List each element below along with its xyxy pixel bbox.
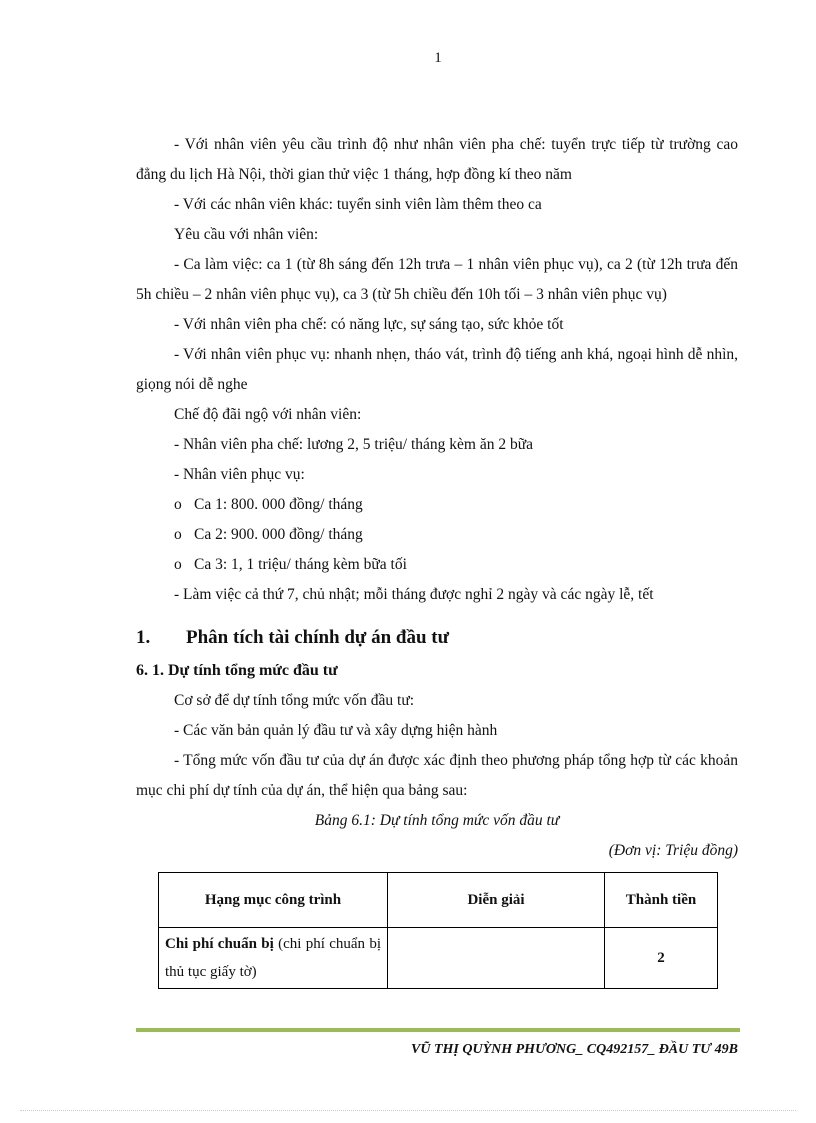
basis-item-method: - Tổng mức vốn đầu tư của dự án được xác định theo phương pháp tổng hợp từ các khoản mục chi phí dự tính của dự án, thể hiện qua bảng sau: [136, 752, 738, 799]
column-header-amount: Thành tiền [605, 873, 718, 928]
page-edge-divider [20, 1110, 796, 1111]
investment-table [158, 872, 718, 989]
footer-rule [136, 1028, 740, 1032]
section-number: 1. [136, 627, 151, 648]
column-header-description: Diễn giải [388, 873, 605, 928]
paragraph-recruit-barista: - Với nhân viên yêu cầu trình độ như nhân viên pha chế: tuyển trực tiếp từ trường cao đẳng du lịch Hà Nội, thời gian thử việc 1 tháng, hợp đồng kí theo năm [136, 136, 738, 183]
section-title: Phân tích tài chính dự án đầu tư [186, 627, 450, 648]
cell-description [388, 928, 605, 989]
section-heading [136, 622, 738, 654]
column-header-item: Hạng mục công trình [159, 873, 388, 928]
list-item: o Ca 3: 1, 1 triệu/ tháng kèm bữa tối [174, 556, 407, 573]
table-row [159, 928, 718, 989]
table-header-row [159, 873, 718, 928]
page-number: 1 [434, 50, 442, 66]
cell-item: Chi phí chuẩn bị (chi phí chuẩn bị thủ tục giấy tờ) [159, 928, 388, 989]
paragraph-barista-salary: - Nhân viên pha chế: lương 2, 5 triệu/ tháng kèm ăn 2 bữa [174, 436, 534, 453]
paragraph-work-days: - Làm việc cả thứ 7, chủ nhật; mỗi tháng được nghỉ 2 ngày và các ngày lễ, tết [174, 586, 654, 603]
paragraph-requirements-heading: Yêu cầu với nhân viên: [174, 226, 319, 243]
basis-item-regulations: - Các văn bản quản lý đầu tư và xây dựng hiện hành [174, 722, 498, 739]
subsection-heading: 6. 1. Dự tính tổng mức đầu tư [136, 662, 338, 679]
paragraph-server-salary: - Nhân viên phục vụ: [174, 466, 305, 483]
paragraph-shifts: - Ca làm việc: ca 1 (từ 8h sáng đến 12h trưa – 1 nhân viên phục vụ), ca 2 (từ 12h trưa đến 5h chiều – 2 nhân viên phục vụ), ca 3 (từ 5h chiều đến 10h tối – 3 nhân viên phục vụ) [136, 256, 738, 303]
paragraph-recruit-other: - Với các nhân viên khác: tuyển sinh viên làm thêm theo ca [174, 196, 542, 213]
basis-intro: Cơ sở để dự tính tổng mức vốn đầu tư: [174, 692, 415, 709]
paragraph-server-req: - Với nhân viên phục vụ: nhanh nhẹn, tháo vát, trình độ tiếng anh khá, ngoại hình dễ nhìn, giọng nói dễ nghe [136, 346, 738, 393]
list-item: o Ca 2: 900. 000 đồng/ tháng [174, 526, 363, 543]
footer-author: VŨ THỊ QUỲNH PHƯƠNG_ CQ492157_ ĐẦU TƯ 49B [411, 1042, 738, 1057]
paragraph-barista-req: - Với nhân viên pha chế: có năng lực, sự sáng tạo, sức khỏe tốt [174, 316, 564, 333]
document-body [136, 130, 738, 989]
table-unit: (Đơn vị: Triệu đồng) [608, 842, 738, 859]
list-item: o Ca 1: 800. 000 đồng/ tháng [174, 496, 363, 513]
table-caption: Bảng 6.1: Dự tính tổng mức vốn đầu tư [314, 812, 560, 829]
paragraph-benefits-heading: Chế độ đãi ngộ với nhân viên: [174, 406, 362, 423]
cell-amount: 2 [605, 928, 718, 989]
